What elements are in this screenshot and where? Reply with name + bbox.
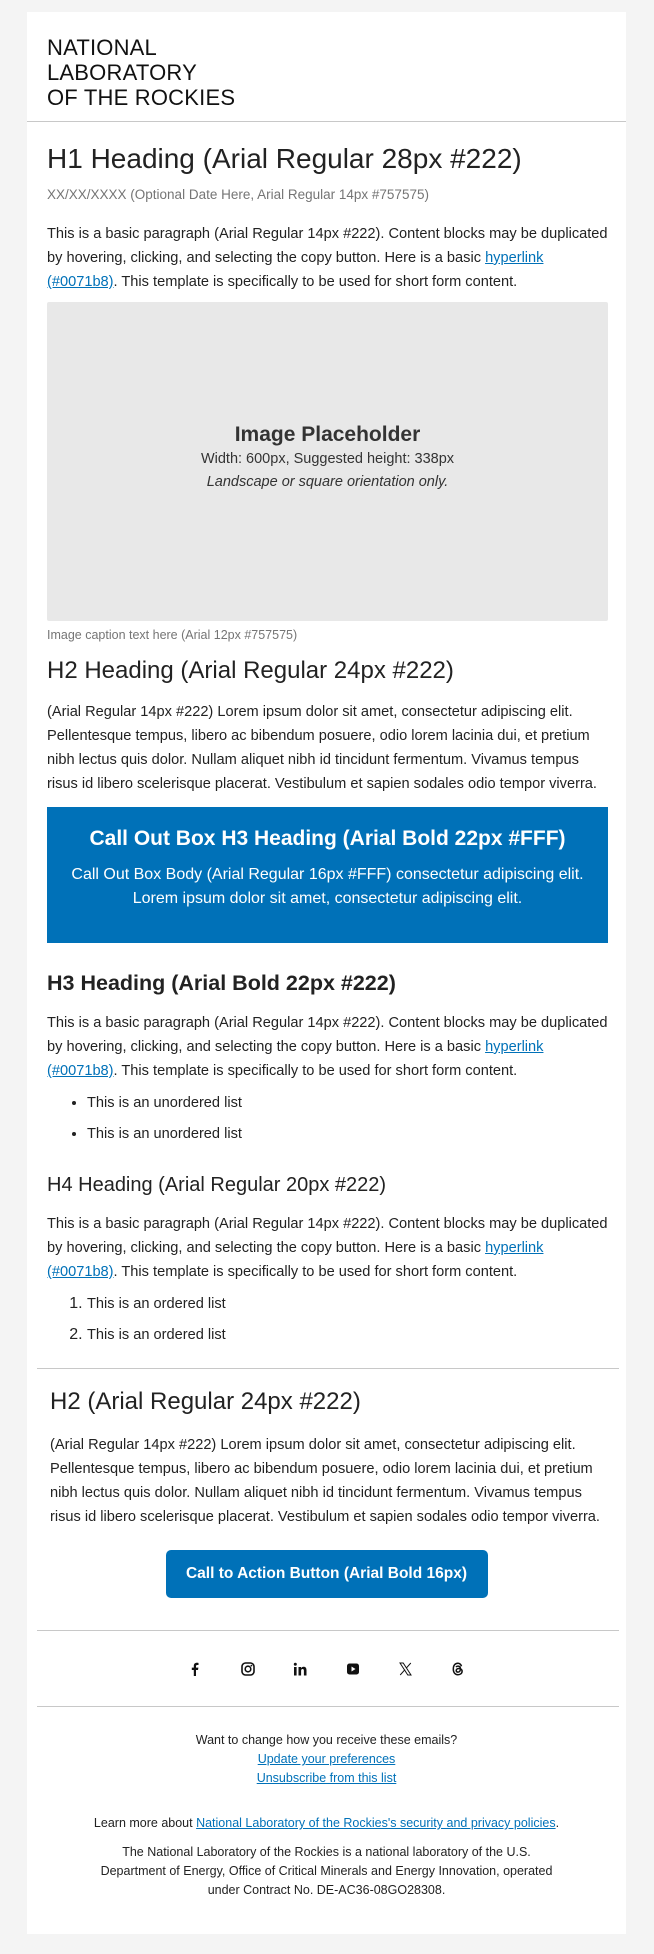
h4-heading: H4 Heading (Arial Regular 20px #222) — [47, 1174, 387, 1196]
facebook-icon[interactable] — [187, 1661, 203, 1677]
h1-heading: H1 Heading (Arial Regular 28px #222) — [47, 143, 522, 174]
image-size: Width: 600px, Suggested height: 338px — [200, 451, 455, 467]
paragraph — [47, 1212, 608, 1284]
image-title: Image Placeholder — [234, 423, 421, 446]
list-item: • This is an unordered list — [87, 1091, 608, 1115]
privacy-note — [27, 1814, 626, 1833]
list-item: 1. This is an ordered list — [87, 1292, 608, 1316]
logo-line: NATIONAL — [47, 35, 157, 60]
logo-line: LABORATORY — [47, 60, 197, 85]
callout-box — [47, 807, 608, 943]
x-icon[interactable] — [397, 1661, 413, 1677]
image-placeholder — [47, 302, 608, 621]
period: . — [555, 1816, 560, 1830]
social-links — [27, 1661, 626, 1677]
date: XX/XX/XXXX (Optional Date Here, Arial Regular 14px #757575) — [47, 187, 429, 202]
learn-more-text: Learn more about — [93, 1816, 197, 1830]
legal-text: The National Laboratory of the Rockies is a national laboratory of the U.S. Department of Energy, Office of Critical Minerals and Energy Innovation, operated under Contract No. DE-AC36-08GO28308. — [100, 1845, 553, 1897]
paragraph-text: . This template is specifically to be used for short form content. — [113, 1264, 518, 1280]
h2-heading: H2 (Arial Regular 24px #222) — [50, 1388, 361, 1415]
cta-button[interactable]: Call to Action Button (Arial Bold 16px) — [166, 1550, 488, 1598]
ordered-list — [47, 1292, 608, 1347]
lorem-paragraph: (Arial Regular 14px #222) Lorem ipsum dolor sit amet, consectetur adipiscing elit. Pellentesque tempus, libero ac bibendum posuere, odio lorem lacinia dui, et pretium nibh lectus quis dolor. Nullam aliquet nibh id tincidunt fermentum. Vivamus tempus risus id libero scelerisque placerat. Vestibulum et sapien sodales odio tempor viverra. — [47, 704, 597, 792]
image-caption: Image caption text here (Arial 12px #757575) — [47, 628, 298, 642]
hyperlink[interactable]: hyperlink (#0071b8) — [47, 250, 544, 290]
paragraph-text: This is a basic paragraph (Arial Regular 14px #222). Content blocks may be duplicated by hovering, clicking, and selecting the copy button. Here is a basic — [47, 1216, 608, 1256]
divider — [37, 1368, 619, 1369]
divider — [37, 1706, 619, 1707]
paragraph-text: This is a basic paragraph (Arial Regular 14px #222). Content blocks may be duplicated by hovering, clicking, and selecting the copy button. Here is a basic — [47, 1015, 608, 1055]
unsubscribe-link[interactable]: Unsubscribe from this list — [256, 1771, 397, 1785]
h3-heading: H3 Heading (Arial Bold 22px #222) — [47, 971, 396, 995]
hyperlink[interactable]: hyperlink (#0071b8) — [47, 1240, 544, 1280]
image-orientation: Landscape or square orientation only. — [206, 474, 449, 490]
paragraph — [47, 1011, 608, 1083]
hyperlink[interactable]: hyperlink (#0071b8) — [47, 1039, 544, 1079]
divider — [37, 1630, 619, 1631]
preferences-question: Want to change how you receive these emails? — [195, 1733, 458, 1747]
linkedin-icon[interactable] — [292, 1661, 308, 1677]
paragraph-text: . This template is specifically to be used for short form content. — [113, 1063, 518, 1079]
list-item: • This is an unordered list — [87, 1122, 608, 1146]
unordered-list — [47, 1091, 608, 1146]
list-item: 2. This is an ordered list — [87, 1323, 608, 1347]
paragraph-text: . This template is specifically to be used for short form content. — [113, 274, 518, 290]
email-header — [27, 12, 626, 122]
callout-heading: Call Out Box H3 Heading (Arial Bold 22px #FFF) — [89, 827, 566, 850]
update-preferences-link[interactable]: Update your preferences — [257, 1752, 396, 1766]
callout-body: Call Out Box Body (Arial Regular 16px #FFF) consectetur adipiscing elit. Lorem ipsum dolor sit amet, consectetur adipiscing elit. — [71, 866, 584, 907]
instagram-icon[interactable] — [240, 1661, 256, 1677]
logo — [47, 35, 626, 110]
paragraph-text: This is a basic paragraph (Arial Regular 14px #222). Content blocks may be duplicated by hovering, clicking, and selecting the copy button. Here is a basic — [47, 226, 608, 266]
privacy-policy-link[interactable]: National Laboratory of the Rockies's security and privacy policies — [196, 1816, 556, 1830]
logo-line: OF THE ROCKIES — [47, 85, 236, 110]
youtube-icon[interactable] — [345, 1661, 361, 1677]
h2-heading: H2 Heading (Arial Regular 24px #222) — [47, 657, 454, 684]
paragraph — [47, 222, 608, 294]
lorem-paragraph: (Arial Regular 14px #222) Lorem ipsum dolor sit amet, consectetur adipiscing elit. Pellentesque tempus, libero ac bibendum posuere, odio lorem lacinia dui, et pretium nibh lectus quis dolor. Nullam aliquet nibh id tincidunt fermentum. Vivamus tempus risus id libero scelerisque placerat. Vestibulum et sapien sodales odio tempor viverra. — [50, 1437, 600, 1525]
email-card — [27, 12, 626, 1934]
email-preferences — [27, 1731, 626, 1788]
threads-icon[interactable] — [450, 1661, 466, 1677]
